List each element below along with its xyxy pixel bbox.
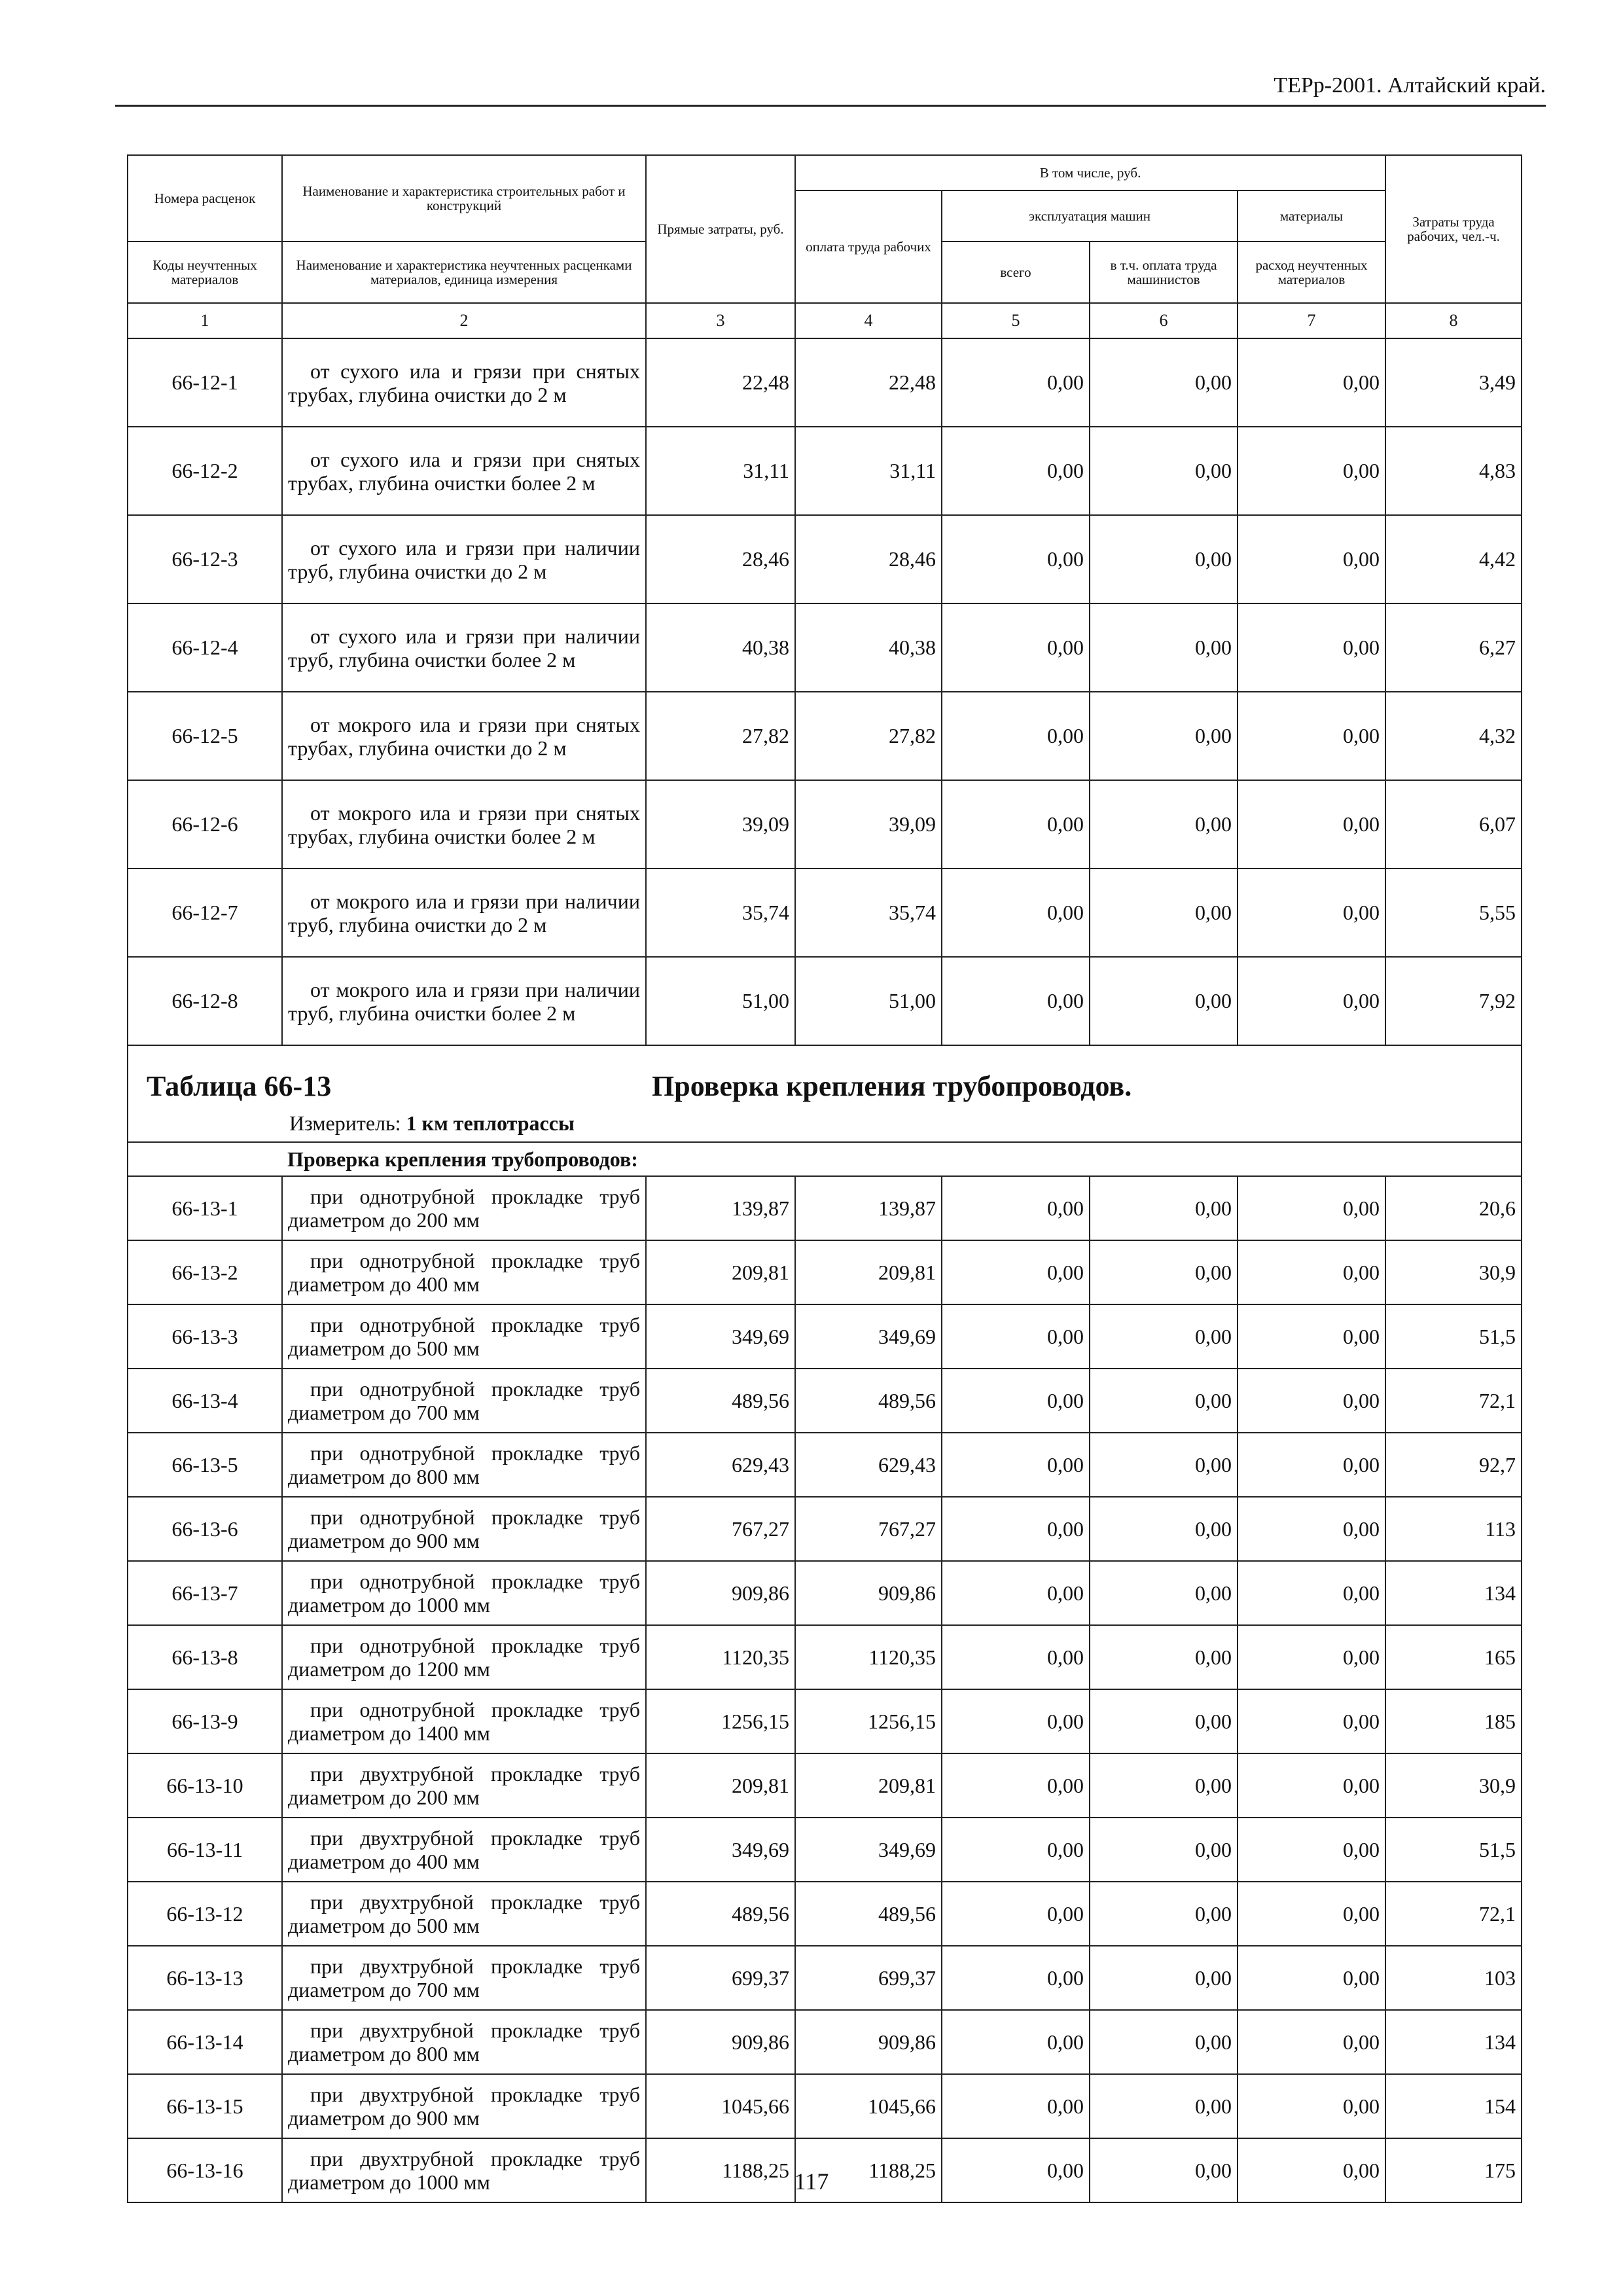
rates-table <box>127 154 1522 2203</box>
table-row <box>128 515 1522 603</box>
rate-code: 66-13-14 <box>128 2010 282 2074</box>
materials-value: 0,00 <box>1238 692 1385 780</box>
rate-code: 66-13-15 <box>128 2074 282 2138</box>
direct-value: 909,86 <box>646 2010 795 2074</box>
machines-value: 0,00 <box>942 427 1090 515</box>
rate-code: 66-13-5 <box>128 1433 282 1497</box>
group-heading-spacer <box>128 1142 282 1176</box>
rate-code: 66-13-10 <box>128 1753 282 1818</box>
labor-cost-value: 72,1 <box>1385 1882 1522 1946</box>
direct-value: 349,69 <box>646 1304 795 1369</box>
labor-cost-value: 165 <box>1385 1625 1522 1689</box>
machinist-pay-value: 0,00 <box>1090 1304 1238 1369</box>
rate-code: 66-13-2 <box>128 1240 282 1304</box>
direct-value: 51,00 <box>646 957 795 1045</box>
rate-code: 66-13-16 <box>128 2138 282 2202</box>
machines-value: 0,00 <box>942 2010 1090 2074</box>
materials-value: 0,00 <box>1238 2138 1385 2202</box>
labor-pay-value: 699,37 <box>795 1946 942 2010</box>
work-description-cell <box>282 1240 646 1304</box>
labor-cost-value: 4,83 <box>1385 427 1522 515</box>
labor-cost-value: 154 <box>1385 2074 1522 2138</box>
machinist-pay-value: 0,00 <box>1090 1818 1238 1882</box>
table-heading <box>128 1045 1522 1142</box>
materials-value: 0,00 <box>1238 780 1385 869</box>
column-number: 3 <box>646 303 795 338</box>
direct-value: 1045,66 <box>646 2074 795 2138</box>
work-description-cell <box>282 2074 646 2138</box>
machinist-pay-value: 0,00 <box>1090 1689 1238 1753</box>
work-description-cell <box>282 692 646 780</box>
table-row <box>128 1176 1522 1240</box>
work-description: от мокрого ила и грязи при наличии труб, глубина очистки до 2 м <box>288 889 640 937</box>
labor-cost-value: 51,5 <box>1385 1304 1522 1369</box>
table-row <box>128 1882 1522 1946</box>
labor-cost-value: 51,5 <box>1385 1818 1522 1882</box>
direct-value: 209,81 <box>646 1240 795 1304</box>
machines-value: 0,00 <box>942 692 1090 780</box>
header-labor-pay: оплата труда рабочих <box>795 190 942 303</box>
table-row <box>128 1561 1522 1625</box>
labor-pay-value: 209,81 <box>795 1240 942 1304</box>
table-row <box>128 603 1522 692</box>
work-description-cell <box>282 1497 646 1561</box>
header-name-bottom: Наименование и характеристика неучтенных расценками материалов, единица измерения <box>282 242 646 303</box>
header-materials-use: расход неучтенных материалов <box>1238 242 1385 303</box>
labor-pay-value: 909,86 <box>795 2010 942 2074</box>
direct-value: 40,38 <box>646 603 795 692</box>
rate-code: 66-12-2 <box>128 427 282 515</box>
labor-pay-value: 1045,66 <box>795 2074 942 2138</box>
labor-cost-value: 7,92 <box>1385 957 1522 1045</box>
work-description: при двухтрубной прокладке труб диаметром до 800 мм <box>288 2018 640 2066</box>
labor-pay-value: 349,69 <box>795 1818 942 1882</box>
machines-value: 0,00 <box>942 1818 1090 1882</box>
header-direct-costs: Прямые затраты, руб. <box>646 155 795 303</box>
work-description: от сухого ила и грязи при снятых трубах, глубина очистки более 2 м <box>288 447 640 495</box>
materials-value: 0,00 <box>1238 427 1385 515</box>
table-row <box>128 1497 1522 1561</box>
table-row <box>128 1304 1522 1369</box>
header-incl-group: В том числе, руб. <box>795 155 1385 190</box>
work-description: от мокрого ила и грязи при наличии труб, глубина очистки более 2 м <box>288 977 640 1025</box>
machinist-pay-value: 0,00 <box>1090 1240 1238 1304</box>
machines-value: 0,00 <box>942 1369 1090 1433</box>
work-description-cell <box>282 338 646 427</box>
page-number: 117 <box>794 2168 829 2195</box>
machinist-pay-value: 0,00 <box>1090 1625 1238 1689</box>
work-description: от сухого ила и грязи при наличии труб, глубина очистки до 2 м <box>288 535 640 583</box>
materials-value: 0,00 <box>1238 1818 1385 1882</box>
column-number: 7 <box>1238 303 1385 338</box>
labor-cost-value: 185 <box>1385 1689 1522 1753</box>
work-description-cell <box>282 1561 646 1625</box>
labor-cost-value: 134 <box>1385 1561 1522 1625</box>
direct-value: 28,46 <box>646 515 795 603</box>
materials-value: 0,00 <box>1238 1882 1385 1946</box>
direct-value: 35,74 <box>646 869 795 957</box>
rate-code: 66-13-13 <box>128 1946 282 2010</box>
rate-code: 66-12-8 <box>128 957 282 1045</box>
machines-value: 0,00 <box>942 2074 1090 2138</box>
column-number: 2 <box>282 303 646 338</box>
direct-value: 209,81 <box>646 1753 795 1818</box>
materials-value: 0,00 <box>1238 1497 1385 1561</box>
table-row <box>128 780 1522 869</box>
rate-code: 66-13-9 <box>128 1689 282 1753</box>
rate-code: 66-12-6 <box>128 780 282 869</box>
running-header-title: ТЕРр-2001. Алтайский край. <box>1274 73 1546 98</box>
materials-value: 0,00 <box>1238 1369 1385 1433</box>
machinist-pay-value: 0,00 <box>1090 1369 1238 1433</box>
labor-pay-value: 1256,15 <box>795 1689 942 1753</box>
materials-value: 0,00 <box>1238 1176 1385 1240</box>
work-description: при однотрубной прокладке труб диаметром до 800 мм <box>288 1441 640 1488</box>
machinist-pay-value: 0,00 <box>1090 692 1238 780</box>
table-row <box>128 1433 1522 1497</box>
header-materials-group: материалы <box>1238 190 1385 242</box>
work-description: от сухого ила и грязи при наличии труб, глубина очистки более 2 м <box>288 624 640 672</box>
materials-value: 0,00 <box>1238 515 1385 603</box>
machines-value: 0,00 <box>942 1433 1090 1497</box>
machinist-pay-value: 0,00 <box>1090 2138 1238 2202</box>
labor-cost-value: 3,49 <box>1385 338 1522 427</box>
work-description: от сухого ила и грязи при снятых трубах, глубина очистки до 2 м <box>288 359 640 406</box>
header-machines-total: всего <box>942 242 1090 303</box>
work-description-cell <box>282 603 646 692</box>
direct-value: 139,87 <box>646 1176 795 1240</box>
labor-pay-value: 767,27 <box>795 1497 942 1561</box>
work-description: при однотрубной прокладке труб диаметром до 1400 мм <box>288 1698 640 1745</box>
work-description-cell <box>282 1433 646 1497</box>
direct-value: 489,56 <box>646 1882 795 1946</box>
work-description-cell <box>282 1946 646 2010</box>
direct-value: 31,11 <box>646 427 795 515</box>
direct-value: 629,43 <box>646 1433 795 1497</box>
table-row <box>128 1753 1522 1818</box>
rate-code: 66-13-1 <box>128 1176 282 1240</box>
materials-value: 0,00 <box>1238 338 1385 427</box>
table-number: Таблица 66-13 <box>147 1070 332 1102</box>
materials-value: 0,00 <box>1238 1433 1385 1497</box>
rate-code: 66-13-4 <box>128 1369 282 1433</box>
work-description: при однотрубной прокладке труб диаметром до 1200 мм <box>288 1634 640 1681</box>
machines-value: 0,00 <box>942 780 1090 869</box>
work-description-cell <box>282 957 646 1045</box>
column-number: 1 <box>128 303 282 338</box>
work-description: при однотрубной прокладке труб диаметром до 900 мм <box>288 1505 640 1552</box>
work-description-cell <box>282 427 646 515</box>
work-description: от мокрого ила и грязи при снятых трубах, глубина очистки более 2 м <box>288 800 640 848</box>
work-description-cell <box>282 869 646 957</box>
labor-pay-value: 40,38 <box>795 603 942 692</box>
table-66-13-heading-row <box>128 1045 1522 1142</box>
labor-pay-value: 22,48 <box>795 338 942 427</box>
machines-value: 0,00 <box>942 869 1090 957</box>
rate-code: 66-13-8 <box>128 1625 282 1689</box>
machinist-pay-value: 0,00 <box>1090 2074 1238 2138</box>
rate-code: 66-13-6 <box>128 1497 282 1561</box>
header-code-bottom: Коды неучтенных материалов <box>128 242 282 303</box>
rate-code: 66-12-3 <box>128 515 282 603</box>
machinist-pay-value: 0,00 <box>1090 1561 1238 1625</box>
labor-pay-value: 28,46 <box>795 515 942 603</box>
table-row <box>128 427 1522 515</box>
labor-pay-value: 349,69 <box>795 1304 942 1369</box>
labor-pay-value: 39,09 <box>795 780 942 869</box>
header-labor-cost: Затраты труда рабочих, чел.-ч. <box>1385 155 1522 303</box>
labor-pay-value: 139,87 <box>795 1176 942 1240</box>
work-description-cell <box>282 780 646 869</box>
header-machinist-pay: в т.ч. оплата труда машинистов <box>1090 242 1238 303</box>
machines-value: 0,00 <box>942 1882 1090 1946</box>
work-description-cell <box>282 1176 646 1240</box>
machines-value: 0,00 <box>942 603 1090 692</box>
labor-cost-value: 5,55 <box>1385 869 1522 957</box>
work-description-cell <box>282 1625 646 1689</box>
machinist-pay-value: 0,00 <box>1090 1946 1238 2010</box>
table-row <box>128 692 1522 780</box>
work-description: при однотрубной прокладке труб диаметром до 500 мм <box>288 1313 640 1360</box>
work-description: при однотрубной прокладке труб диаметром до 1000 мм <box>288 1570 640 1617</box>
direct-value: 767,27 <box>646 1497 795 1561</box>
machines-value: 0,00 <box>942 1561 1090 1625</box>
machinist-pay-value: 0,00 <box>1090 780 1238 869</box>
labor-pay-value: 489,56 <box>795 1882 942 1946</box>
direct-value: 27,82 <box>646 692 795 780</box>
header-machines-group: эксплуатация машин <box>942 190 1238 242</box>
rate-code: 66-13-11 <box>128 1818 282 1882</box>
machinist-pay-value: 0,00 <box>1090 869 1238 957</box>
meter-line <box>289 1111 575 1136</box>
work-description-cell <box>282 1753 646 1818</box>
materials-value: 0,00 <box>1238 603 1385 692</box>
machinist-pay-value: 0,00 <box>1090 1882 1238 1946</box>
machinist-pay-value: 0,00 <box>1090 515 1238 603</box>
header-code-top: Номера расценок <box>128 155 282 242</box>
table-row <box>128 957 1522 1045</box>
work-description: при однотрубной прокладке труб диаметром до 400 мм <box>288 1249 640 1296</box>
work-description: при однотрубной прокладке труб диаметром до 200 мм <box>288 1185 640 1232</box>
table-row <box>128 869 1522 957</box>
work-description-cell <box>282 1369 646 1433</box>
table-row <box>128 1689 1522 1753</box>
machines-value: 0,00 <box>942 1753 1090 1818</box>
table-row <box>128 2074 1522 2138</box>
work-description-cell <box>282 1689 646 1753</box>
machinist-pay-value: 0,00 <box>1090 1176 1238 1240</box>
labor-cost-value: 30,9 <box>1385 1240 1522 1304</box>
rate-code: 66-12-5 <box>128 692 282 780</box>
table-row <box>128 1369 1522 1433</box>
rate-code: 66-13-3 <box>128 1304 282 1369</box>
column-number: 8 <box>1385 303 1522 338</box>
work-description: при двухтрубной прокладке труб диаметром до 500 мм <box>288 1890 640 1937</box>
labor-cost-value: 113 <box>1385 1497 1522 1561</box>
rate-code: 66-13-7 <box>128 1561 282 1625</box>
materials-value: 0,00 <box>1238 869 1385 957</box>
machines-value: 0,00 <box>942 338 1090 427</box>
machines-value: 0,00 <box>942 1625 1090 1689</box>
direct-value: 489,56 <box>646 1369 795 1433</box>
machinist-pay-value: 0,00 <box>1090 2010 1238 2074</box>
labor-pay-value: 1188,25 <box>795 2138 942 2202</box>
direct-value: 699,37 <box>646 1946 795 2010</box>
table-row <box>128 1625 1522 1689</box>
rate-code: 66-12-4 <box>128 603 282 692</box>
direct-value: 349,69 <box>646 1818 795 1882</box>
table-row <box>128 1240 1522 1304</box>
table-row <box>128 338 1522 427</box>
labor-pay-value: 35,74 <box>795 869 942 957</box>
machines-value: 0,00 <box>942 1304 1090 1369</box>
labor-cost-value: 6,27 <box>1385 603 1522 692</box>
machinist-pay-value: 0,00 <box>1090 957 1238 1045</box>
materials-value: 0,00 <box>1238 2074 1385 2138</box>
machines-value: 0,00 <box>942 1497 1090 1561</box>
table-row <box>128 1946 1522 2010</box>
machinist-pay-value: 0,00 <box>1090 427 1238 515</box>
work-description: при двухтрубной прокладке труб диаметром до 900 мм <box>288 2083 640 2130</box>
labor-pay-value: 1120,35 <box>795 1625 942 1689</box>
labor-cost-value: 72,1 <box>1385 1369 1522 1433</box>
column-number: 6 <box>1090 303 1238 338</box>
materials-value: 0,00 <box>1238 1946 1385 2010</box>
machines-value: 0,00 <box>942 1946 1090 2010</box>
work-description-cell <box>282 1304 646 1369</box>
rate-code: 66-12-1 <box>128 338 282 427</box>
labor-pay-value: 31,11 <box>795 427 942 515</box>
meter-value: 1 км теплотрассы <box>406 1111 575 1135</box>
direct-value: 1188,25 <box>646 2138 795 2202</box>
work-description-cell <box>282 1882 646 1946</box>
labor-cost-value: 103 <box>1385 1946 1522 2010</box>
running-header <box>115 71 1546 107</box>
group-heading-row <box>128 1142 1522 1176</box>
work-description-cell <box>282 1818 646 1882</box>
labor-cost-value: 6,07 <box>1385 780 1522 869</box>
machines-value: 0,00 <box>942 957 1090 1045</box>
header-row-1 <box>128 155 1522 190</box>
materials-value: 0,00 <box>1238 2010 1385 2074</box>
labor-pay-value: 27,82 <box>795 692 942 780</box>
direct-value: 22,48 <box>646 338 795 427</box>
work-description: от мокрого ила и грязи при снятых трубах, глубина очистки до 2 м <box>288 712 640 760</box>
group-heading: Проверка крепления трубопроводов: <box>282 1142 1522 1176</box>
materials-value: 0,00 <box>1238 1625 1385 1689</box>
work-description: при двухтрубной прокладке труб диаметром до 1000 мм <box>288 2147 640 2194</box>
labor-cost-value: 4,32 <box>1385 692 1522 780</box>
rate-code: 66-13-12 <box>128 1882 282 1946</box>
machines-value: 0,00 <box>942 1240 1090 1304</box>
labor-cost-value: 175 <box>1385 2138 1522 2202</box>
labor-cost-value: 30,9 <box>1385 1753 1522 1818</box>
machinist-pay-value: 0,00 <box>1090 1497 1238 1561</box>
labor-pay-value: 909,86 <box>795 1561 942 1625</box>
machinist-pay-value: 0,00 <box>1090 338 1238 427</box>
labor-pay-value: 629,43 <box>795 1433 942 1497</box>
column-number: 4 <box>795 303 942 338</box>
materials-value: 0,00 <box>1238 1753 1385 1818</box>
table-title: Проверка крепления трубопроводов. <box>652 1070 1132 1102</box>
materials-value: 0,00 <box>1238 1240 1385 1304</box>
work-description: при двухтрубной прокладке труб диаметром до 700 мм <box>288 1954 640 2001</box>
table-row <box>128 1818 1522 1882</box>
table-row <box>128 2010 1522 2074</box>
machinist-pay-value: 0,00 <box>1090 603 1238 692</box>
machines-value: 0,00 <box>942 2138 1090 2202</box>
direct-value: 1256,15 <box>646 1689 795 1753</box>
labor-cost-value: 134 <box>1385 2010 1522 2074</box>
labor-cost-value: 20,6 <box>1385 1176 1522 1240</box>
labor-cost-value: 92,7 <box>1385 1433 1522 1497</box>
direct-value: 39,09 <box>646 780 795 869</box>
machinist-pay-value: 0,00 <box>1090 1753 1238 1818</box>
meter-label: Измеритель: <box>289 1111 401 1135</box>
column-number: 5 <box>942 303 1090 338</box>
labor-pay-value: 51,00 <box>795 957 942 1045</box>
materials-value: 0,00 <box>1238 1304 1385 1369</box>
materials-value: 0,00 <box>1238 1561 1385 1625</box>
direct-value: 909,86 <box>646 1561 795 1625</box>
machinist-pay-value: 0,00 <box>1090 1433 1238 1497</box>
work-description: при двухтрубной прокладке труб диаметром до 200 мм <box>288 1762 640 1809</box>
work-description-cell <box>282 515 646 603</box>
rate-code: 66-12-7 <box>128 869 282 957</box>
work-description: при однотрубной прокладке труб диаметром до 700 мм <box>288 1377 640 1424</box>
header-name-top: Наименование и характеристика строительных работ и конструкций <box>282 155 646 242</box>
direct-value: 1120,35 <box>646 1625 795 1689</box>
labor-pay-value: 209,81 <box>795 1753 942 1818</box>
machines-value: 0,00 <box>942 1689 1090 1753</box>
materials-value: 0,00 <box>1238 957 1385 1045</box>
labor-cost-value: 4,42 <box>1385 515 1522 603</box>
machines-value: 0,00 <box>942 1176 1090 1240</box>
work-description-cell <box>282 2010 646 2074</box>
machines-value: 0,00 <box>942 515 1090 603</box>
labor-pay-value: 489,56 <box>795 1369 942 1433</box>
work-description: при двухтрубной прокладке труб диаметром до 400 мм <box>288 1826 640 1873</box>
column-numbers-row <box>128 303 1522 338</box>
materials-value: 0,00 <box>1238 1689 1385 1753</box>
